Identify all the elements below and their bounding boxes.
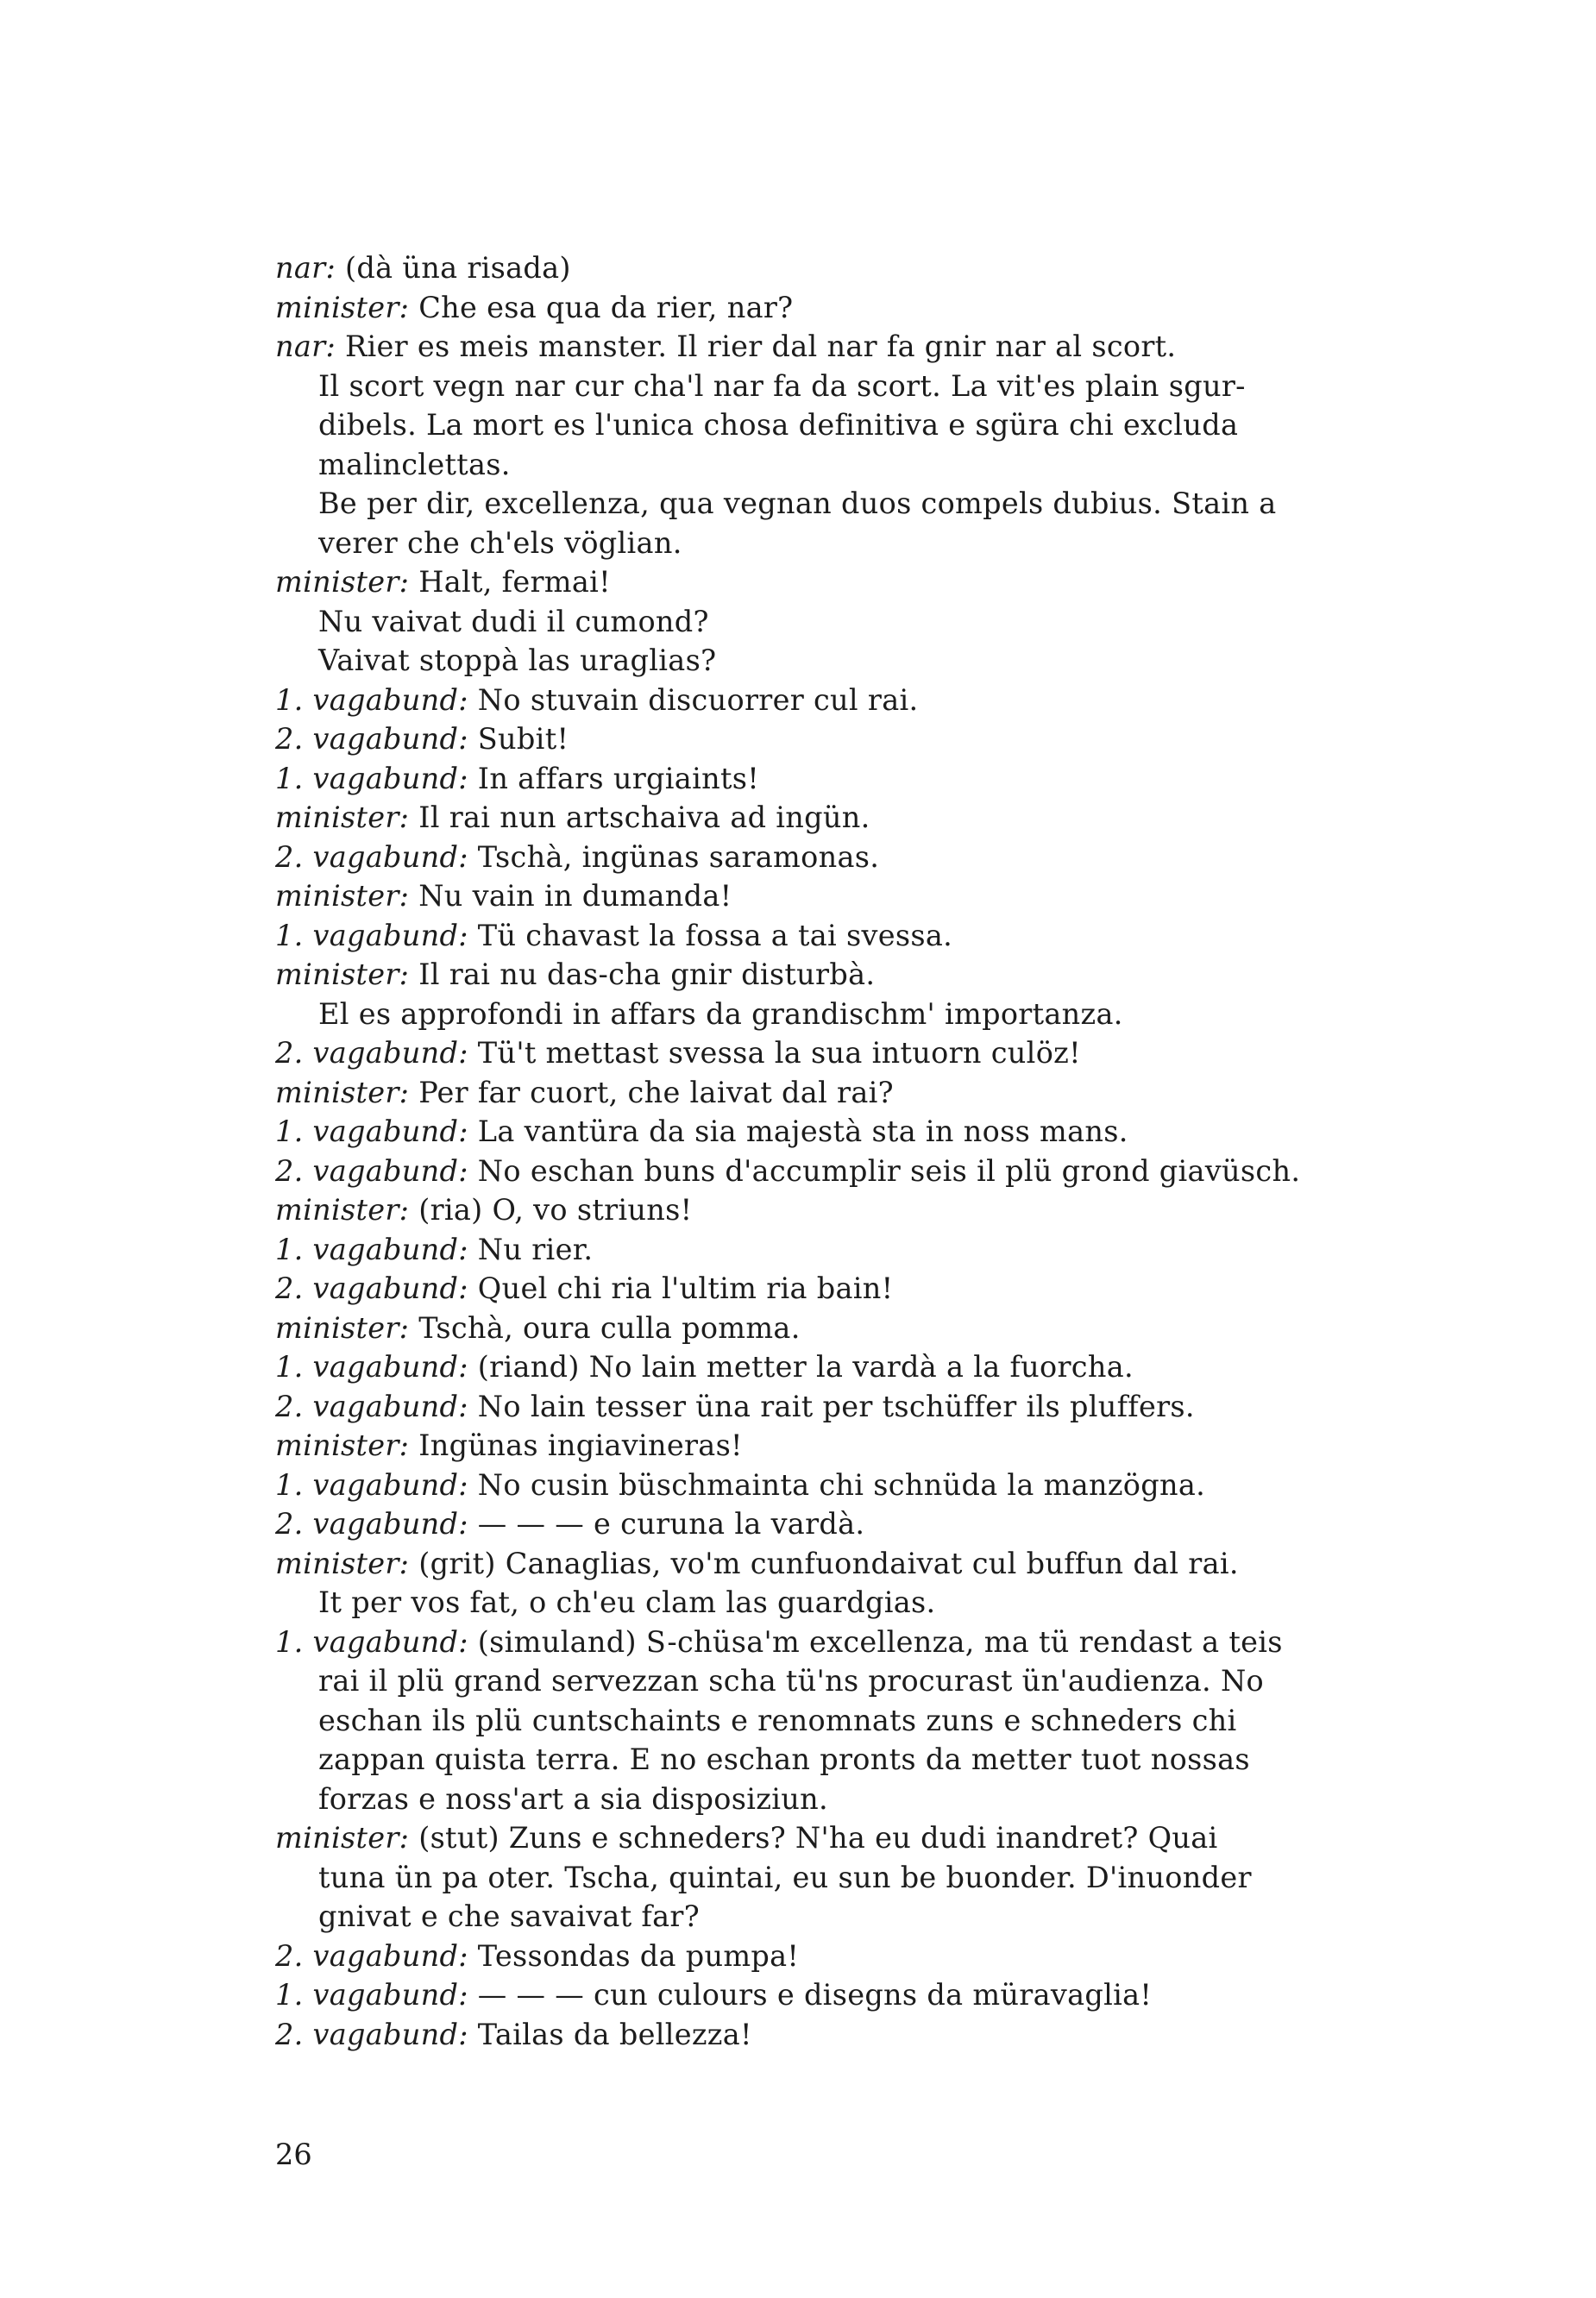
dialogue-continuation-line: [275, 641, 1380, 681]
dialogue-text: Il rai nun artschaiva ad ingün.: [409, 801, 870, 834]
dialogue-text: No stuvain discuorrer cul rai.: [468, 682, 919, 717]
dialogue-text: Subit!: [468, 722, 569, 756]
dialogue-continuation-line: [275, 524, 1380, 563]
speaker-name: minister:: [275, 1546, 410, 1580]
dialogue-text: — — — cun culours e disegns da müravaglia!: [468, 1978, 1153, 2012]
speaker-name: 2. vagabund:: [275, 2017, 468, 2051]
dialogue-line: [275, 955, 1380, 995]
dialogue-line: [275, 681, 1380, 720]
speaker-name: minister:: [275, 1310, 410, 1345]
speaker-name: 2. vagabund:: [275, 1271, 468, 1305]
dialogue-continuation-line: [275, 1661, 1380, 1701]
dialogue-continuation-line: [275, 484, 1380, 524]
speaker-name: minister:: [275, 879, 410, 913]
speaker-name: nar:: [275, 251, 336, 285]
speaker-name: 2. vagabund:: [275, 1938, 468, 1973]
speaker-name: 1. vagabund:: [275, 1114, 468, 1148]
dialogue-continuation-line: [275, 602, 1380, 642]
dialogue-line: [275, 1504, 1380, 1544]
dialogue-text: Tailas da bellezza!: [468, 2017, 752, 2051]
dialogue-text: Rier es meis manster. Il rier dal nar fa gnir nar al scort.: [336, 330, 1177, 363]
dialogue-text: Nu rier.: [468, 1232, 594, 1266]
dialogue-text: gnivat e che savaivat far?: [318, 1899, 700, 1933]
dialogue-text: Tschà, oura culla pomma.: [409, 1310, 801, 1345]
dialogue-text: verer che ch'els vöglian.: [318, 525, 682, 560]
dialogue-text: Tschà, ingünas saramonas.: [468, 839, 880, 874]
dialogue-continuation-line: [275, 1583, 1380, 1623]
speaker-name: minister:: [275, 1193, 410, 1227]
dialogue-text: (stut) Zuns e schneders? N'ha eu dudi inandret? Quai: [409, 1821, 1218, 1855]
dialogue-line: [275, 1347, 1380, 1387]
dialogue-line: [275, 1975, 1380, 2015]
dialogue-line: [275, 1426, 1380, 1466]
dialogue-text: Nu vain in dumanda!: [409, 879, 732, 913]
dialogue-text: Vaivat stoppà las uraglias?: [318, 644, 717, 677]
speaker-name: 1. vagabund:: [275, 1624, 468, 1659]
speaker-name: 1. vagabund:: [275, 761, 468, 795]
dialogue-text: Tü't mettast svessa la sua intuorn culöz!: [468, 1036, 1081, 1070]
speaker-name: 1. vagabund:: [275, 1350, 468, 1384]
dialogue-text: (grit) Canaglias, vo'm cunfuondaivat cul buffun dal rai.: [409, 1546, 1239, 1580]
speaker-name: 1. vagabund:: [275, 1467, 468, 1502]
dialogue-text: Be per dir, excellenza, qua vegnan duos compels dubius. Stain a: [318, 487, 1277, 520]
dialogue-line: [275, 288, 1380, 328]
speaker-name: 2. vagabund:: [275, 839, 468, 874]
dialogue-line: [275, 562, 1380, 602]
dialogue-text: forzas e noss'art a sia disposiziun.: [318, 1781, 828, 1816]
speaker-name: 1. vagabund:: [275, 682, 468, 717]
dialogue-text: tuna ün pa oter. Tscha, quintai, eu sun be buonder. D'inuonder: [318, 1860, 1252, 1894]
script-page-text: [275, 248, 1380, 2054]
dialogue-text: Tessondas da pumpa!: [468, 1938, 800, 1973]
speaker-name: minister:: [275, 958, 410, 991]
dialogue-line: [275, 1152, 1380, 1191]
dialogue-line: [275, 1544, 1380, 1584]
dialogue-text: Ingünas ingiavineras!: [409, 1428, 743, 1462]
dialogue-line: [275, 1112, 1380, 1152]
dialogue-line: [275, 1230, 1380, 1270]
speaker-name: minister:: [275, 801, 410, 834]
dialogue-line: [275, 1073, 1380, 1113]
speaker-name: 2. vagabund:: [275, 1389, 468, 1423]
speaker-name: minister:: [275, 290, 410, 324]
dialogue-text: zappan quista terra. E no eschan pronts da metter tuot nossas: [318, 1742, 1250, 1776]
dialogue-text: It per vos fat, o ch'eu clam las guardgias.: [318, 1585, 936, 1619]
dialogue-continuation-line: [275, 1701, 1380, 1741]
speaker-name: 2. vagabund:: [275, 1036, 468, 1070]
dialogue-text: dibels. La mort es l'unica chosa definitiva e sgüra chi excluda: [318, 408, 1239, 442]
speaker-name: nar:: [275, 330, 336, 363]
dialogue-line: [275, 916, 1380, 956]
speaker-name: minister:: [275, 565, 410, 599]
dialogue-continuation-line: [275, 445, 1380, 485]
dialogue-continuation-line: [275, 1897, 1380, 1937]
dialogue-text: malinclettas.: [318, 447, 511, 481]
dialogue-line: [275, 1466, 1380, 1505]
page-number: 26: [275, 2138, 312, 2171]
dialogue-line: [275, 1818, 1380, 1858]
dialogue-text: No eschan buns d'accumplir seis il plü grond giavüsch.: [468, 1153, 1301, 1188]
dialogue-line: [275, 248, 1380, 288]
dialogue-text: (riand) No lain metter la vardà a la fuorcha.: [468, 1350, 1134, 1384]
dialogue-text: No lain tesser üna rait per tschüffer ils pluffers.: [468, 1389, 1195, 1423]
dialogue-text: La vantüra da sia majestà sta in noss mans.: [468, 1114, 1128, 1148]
dialogue-continuation-line: [275, 995, 1380, 1034]
dialogue-line: [275, 1309, 1380, 1348]
dialogue-text: (dà üna risada): [336, 251, 571, 285]
dialogue-continuation-line: [275, 1858, 1380, 1898]
speaker-name: 1. vagabund:: [275, 1232, 468, 1266]
dialogue-text: No cusin büschmainta chi schnüda la manzögna.: [468, 1467, 1206, 1502]
dialogue-continuation-line: [275, 1740, 1380, 1780]
dialogue-line: [275, 1387, 1380, 1427]
speaker-name: minister:: [275, 1821, 410, 1855]
dialogue-line: [275, 327, 1380, 367]
dialogue-line: [275, 1190, 1380, 1230]
dialogue-text: El es approfondi in affars da grandischm' importanza.: [318, 996, 1123, 1031]
dialogue-line: [275, 1033, 1380, 1073]
dialogue-text: — — — e curuna la vardà.: [468, 1507, 865, 1541]
dialogue-continuation-line: [275, 367, 1380, 406]
dialogue-line: [275, 876, 1380, 916]
dialogue-continuation-line: [275, 1780, 1380, 1819]
speaker-name: 2. vagabund:: [275, 1153, 468, 1188]
dialogue-line: [275, 838, 1380, 877]
dialogue-text: Quel chi ria l'ultim ria bain!: [468, 1271, 894, 1305]
dialogue-line: [275, 1269, 1380, 1309]
dialogue-text: In affars urgiaints!: [468, 761, 759, 795]
dialogue-text: Halt, fermai!: [409, 565, 611, 599]
dialogue-text: Il rai nu das-cha gnir disturbà.: [409, 958, 876, 991]
dialogue-text: Per far cuort, che laivat dal rai?: [409, 1075, 894, 1109]
speaker-name: minister:: [275, 1428, 410, 1462]
dialogue-text: Il scort vegn nar cur cha'l nar fa da scort. La vit'es plain sgur-: [318, 368, 1246, 403]
dialogue-text: Tü chavast la fossa a tai svessa.: [468, 918, 953, 952]
dialogue-text: eschan ils plü cuntschaints e renomnats zuns e schneders chi: [318, 1703, 1237, 1737]
speaker-name: 1. vagabund:: [275, 1978, 468, 2012]
speaker-name: 1. vagabund:: [275, 918, 468, 952]
dialogue-line: [275, 1937, 1380, 1976]
speaker-name: minister:: [275, 1075, 410, 1109]
dialogue-text: Nu vaivat dudi il cumond?: [318, 604, 709, 638]
dialogue-line: [275, 759, 1380, 799]
dialogue-line: [275, 2015, 1380, 2055]
dialogue-continuation-line: [275, 405, 1380, 445]
speaker-name: 2. vagabund:: [275, 1507, 468, 1541]
dialogue-line: [275, 1623, 1380, 1662]
dialogue-text: rai il plü grand servezzan scha tü'ns procurast ün'audienza. No: [318, 1664, 1265, 1698]
dialogue-text: (ria) O, vo striuns!: [409, 1193, 693, 1227]
speaker-name: 2. vagabund:: [275, 722, 468, 756]
dialogue-line: [275, 798, 1380, 838]
dialogue-line: [275, 719, 1380, 759]
dialogue-text: Che esa qua da rier, nar?: [409, 290, 794, 324]
dialogue-text: (simuland) S-chüsa'm excellenza, ma tü rendast a teis: [468, 1624, 1283, 1659]
